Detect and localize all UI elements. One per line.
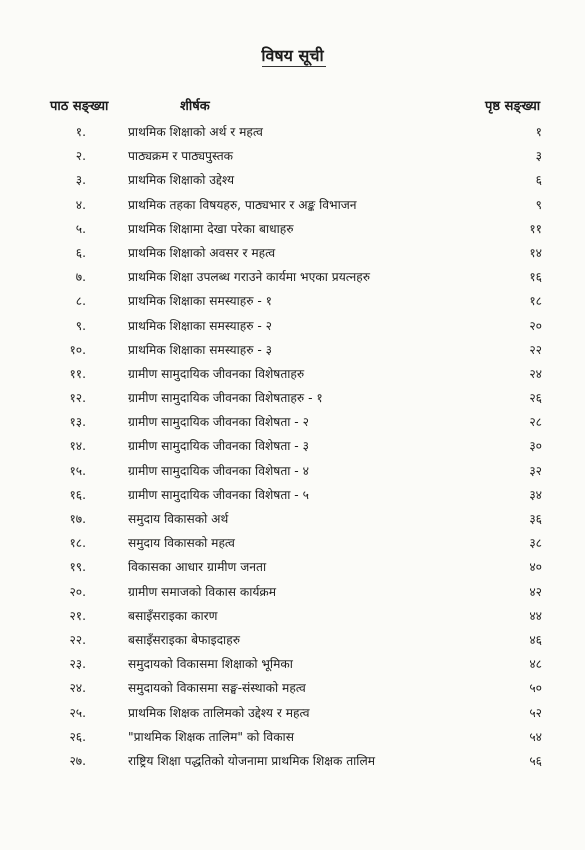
toc-row (0, 217, 585, 241)
toc-row (0, 459, 585, 483)
toc-row (0, 676, 585, 700)
page-number: ३८ (529, 536, 542, 551)
toc-row (0, 749, 585, 773)
page-number: २० (529, 318, 542, 333)
lesson-title: प्राथमिक शिक्षाका समस्याहरु - २ (128, 318, 273, 333)
page-number: ६ (535, 173, 542, 188)
page-number: २२ (529, 342, 542, 357)
lesson-title: प्राथमिक शिक्षाका समस्याहरु - १ (128, 294, 273, 309)
toc-row (0, 701, 585, 725)
lesson-title: पाठ्यक्रम र पाठ्यपुस्तक (128, 149, 234, 164)
page-number: १४ (529, 245, 542, 260)
lesson-number: ७. (75, 270, 86, 285)
lesson-number: ९. (75, 318, 86, 333)
lesson-number: २०. (69, 584, 86, 599)
toc-row (0, 434, 585, 458)
lesson-title: "प्राथमिक शिक्षक तालिम" को विकास (128, 729, 294, 744)
lesson-title: समुदाय विकासको अर्थ (128, 512, 229, 526)
lesson-number: १२. (69, 391, 86, 406)
lesson-title: प्राथमिक शिक्षक तालिमको उद्देश्य र महत्व (128, 705, 310, 720)
lesson-title: ग्रामीण सामुदायिक जीवनका विशेषताहरु (128, 366, 305, 381)
toc-row (0, 604, 585, 628)
lesson-title: बसाइँसराइका कारण (128, 608, 218, 623)
lesson-title: समुदायको विकासमा शिक्षाको भूमिका (128, 657, 293, 672)
toc-row (0, 483, 585, 507)
page-number: ४४ (529, 608, 542, 623)
toc-entries (0, 120, 585, 773)
lesson-title: समुदाय विकासको महत्व (128, 536, 235, 551)
header-page-number: पृष्ठ सङ्ख्या (485, 99, 541, 114)
page-number: ९ (535, 197, 542, 212)
page-number: ४८ (529, 657, 542, 672)
lesson-title: ग्रामीण सामुदायिक जीवनका विशेषता - २ (128, 415, 309, 430)
page-number: २८ (529, 415, 542, 430)
page-number: १ (535, 125, 542, 139)
lesson-number: २. (75, 149, 86, 164)
lesson-number: ८. (75, 294, 86, 309)
lesson-title: प्राथमिक शिक्षामा देखा परेका बाधाहरु (128, 221, 294, 236)
lesson-number: २४. (69, 681, 86, 696)
page-number: ४२ (529, 584, 542, 599)
toc-row (0, 507, 585, 531)
toc-row (0, 289, 585, 313)
lesson-number: २७. (69, 753, 86, 768)
lesson-title: प्राथमिक शिक्षा उपलब्ध गराउने कार्यमा भएका प्रयत्नहरु (128, 270, 371, 285)
lesson-title: ग्रामीण समाजको विकास कार्यक्रम (128, 584, 277, 599)
lesson-number: २१. (69, 608, 86, 623)
lesson-title: प्राथमिक शिक्षाको उद्देश्य (128, 173, 235, 188)
lesson-number: ४. (75, 197, 86, 212)
header-title: शीर्षक (180, 99, 210, 114)
toc-row (0, 386, 585, 410)
toc-row (0, 168, 585, 192)
lesson-title: ग्रामीण सामुदायिक जीवनका विशेषताहरु - १ (128, 391, 323, 406)
toc-row (0, 628, 585, 652)
page-number: ५२ (529, 705, 542, 720)
lesson-title: ग्रामीण सामुदायिक जीवनका विशेषता - ३ (128, 439, 309, 454)
page-number: ५६ (529, 753, 542, 768)
page-number: १८ (529, 294, 542, 309)
toc-row (0, 120, 585, 144)
page-number: १६ (529, 270, 542, 285)
lesson-number: १९. (69, 560, 86, 575)
page-number: ११ (529, 221, 542, 236)
toc-row (0, 580, 585, 604)
title-underline (262, 66, 326, 67)
header-lesson-number: पाठ सङ्ख्या (50, 99, 109, 114)
page-number: ३० (529, 439, 542, 454)
page-number: ३२ (529, 463, 542, 478)
lesson-number: २६. (69, 729, 86, 744)
page-number: २४ (529, 366, 542, 381)
page-number: ४० (529, 560, 542, 575)
lesson-number: १५. (69, 463, 86, 478)
lesson-number: ३. (75, 173, 86, 188)
toc-row (0, 193, 585, 217)
page-number: ३४ (529, 487, 542, 502)
lesson-number: २५. (69, 705, 86, 720)
lesson-number: १३. (69, 415, 86, 430)
lesson-title: राष्ट्रिय शिक्षा पद्धतिको योजनामा प्राथमिक शिक्षक तालिम (128, 753, 376, 768)
lesson-title: प्राथमिक शिक्षाको अर्थ र महत्व (128, 125, 263, 139)
toc-row (0, 410, 585, 434)
toc-row (0, 144, 585, 168)
lesson-title: बसाइँसराइका बेफाइदाहरु (128, 632, 240, 647)
toc-row (0, 314, 585, 338)
page-number: ५० (529, 681, 542, 696)
lesson-title: प्राथमिक तहका विषयहरु, पाठ्यभार र अङ्क विभाजन (128, 197, 357, 212)
toc-row (0, 652, 585, 676)
lesson-title: ग्रामीण सामुदायिक जीवनका विशेषता - ४ (128, 463, 309, 478)
page-title: विषय सूची (261, 46, 324, 65)
lesson-number: २२. (69, 632, 86, 647)
page-number: ४६ (529, 632, 542, 647)
lesson-title: प्राथमिक शिक्षाका समस्याहरु - ३ (128, 342, 273, 357)
toc-row (0, 555, 585, 579)
lesson-number: १४. (69, 439, 86, 454)
toc-row (0, 725, 585, 749)
lesson-number: १. (75, 125, 86, 139)
page-number: ३ (535, 149, 542, 164)
toc-row (0, 362, 585, 386)
lesson-number: ५. (75, 221, 86, 236)
toc-row (0, 531, 585, 555)
lesson-number: १६. (69, 487, 86, 502)
lesson-number: ६. (75, 245, 86, 260)
toc-row (0, 241, 585, 265)
lesson-number: १७. (69, 512, 86, 526)
lesson-title: प्राथमिक शिक्षाको अवसर र महत्व (128, 245, 276, 260)
lesson-number: १८. (69, 536, 86, 551)
lesson-number: २३. (69, 657, 86, 672)
lesson-title: ग्रामीण सामुदायिक जीवनका विशेषता - ५ (128, 487, 309, 502)
lesson-title: समुदायको विकासमा सङ्घ-संस्थाको महत्व (128, 681, 306, 696)
page-number: ५४ (529, 729, 542, 744)
lesson-number: ११. (69, 366, 86, 381)
page-number: २६ (529, 391, 542, 406)
lesson-number: १०. (69, 342, 86, 357)
toc-row (0, 338, 585, 362)
toc-row (0, 265, 585, 289)
lesson-title: विकासका आधार ग्रामीण जनता (128, 560, 267, 575)
page-number: ३६ (529, 512, 542, 526)
